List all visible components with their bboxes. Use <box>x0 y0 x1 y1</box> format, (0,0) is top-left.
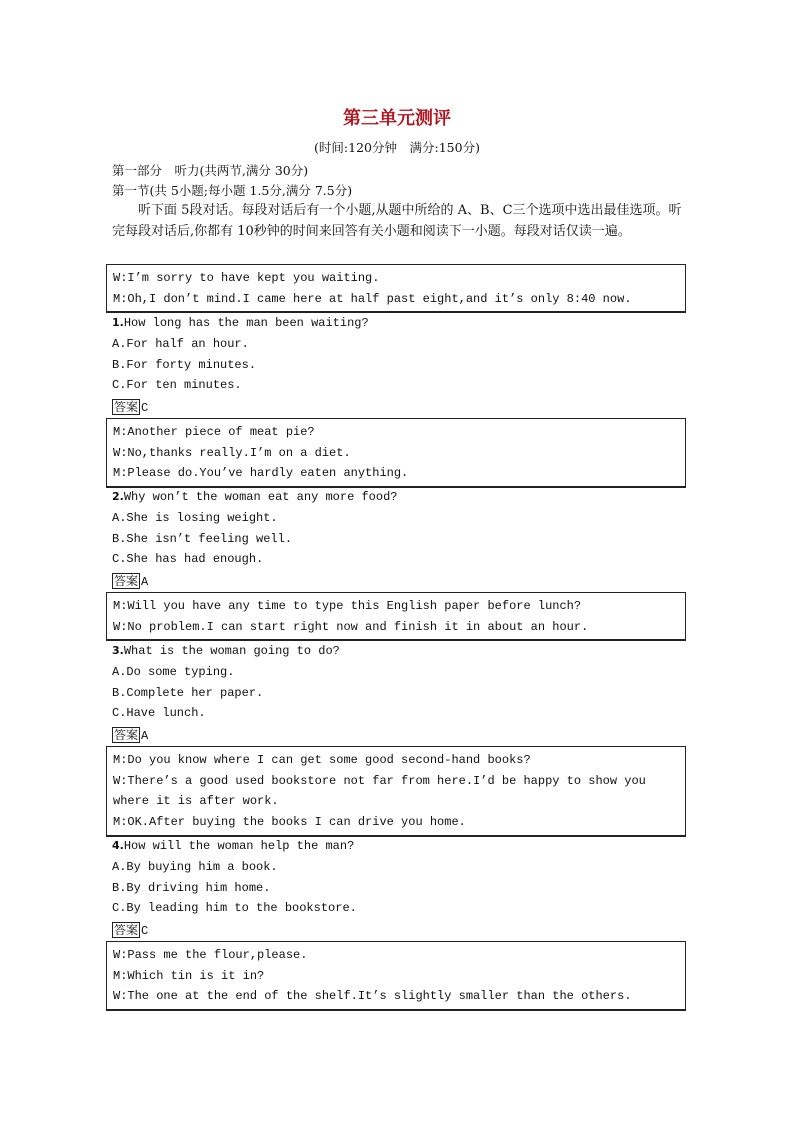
option: C.By leading him to the bookstore. <box>112 901 357 915</box>
dialogue-line: M:Please do.You’ve hardly eaten anything. <box>113 466 409 481</box>
dialogue-line: M:Which tin is it in? <box>113 968 265 983</box>
dialogue-box <box>106 264 686 313</box>
dialogue-line: W:There’s a good used bookstore not far from here.I’d be happy to show you where it is after work. <box>113 773 654 809</box>
dialogue-line: W:I’m sorry to have kept you waiting. <box>113 271 380 285</box>
answer-tag: 答案 <box>114 923 139 937</box>
option: A.By buying him a book. <box>112 860 278 874</box>
option: A.For half an hour. <box>112 337 249 351</box>
question-number: 4. <box>112 839 124 852</box>
exam-time-info: (时间:120分钟 满分:150分) <box>314 140 480 155</box>
option: B.Complete her paper. <box>112 686 264 700</box>
option: A.Do some typing. <box>112 665 235 679</box>
option: B.By driving him home. <box>112 881 271 895</box>
dialogue-line: W:No,thanks really.I’m on a diet. <box>113 445 351 460</box>
answer-tag: 答案 <box>114 728 139 742</box>
question-number: 2. <box>112 490 124 503</box>
dialogue-line: M:Another piece of meat pie? <box>113 425 315 439</box>
dialogue-box <box>106 418 686 488</box>
answer <box>112 398 148 415</box>
answer <box>112 921 148 938</box>
question-number: 1. <box>112 316 124 329</box>
answer <box>112 726 148 743</box>
question <box>112 316 369 330</box>
answer-value: C <box>141 924 149 938</box>
question-text: How long has the man been waiting? <box>123 316 369 330</box>
answer-tag: 答案 <box>114 400 139 414</box>
option: A.She is losing weight. <box>112 511 278 525</box>
question <box>112 490 398 504</box>
dialogue-line: M:Oh,I don’t mind.I came here at half past eight,and it’s only 8:40 now. <box>113 291 632 306</box>
part-heading: 第一部分 听力(共两节,满分 30分) <box>112 163 309 178</box>
dialogue-line: W:No problem.I can start right now and finish it in about an hour. <box>113 619 589 634</box>
option: B.For forty minutes. <box>112 358 257 372</box>
question-text: Why won’t the woman eat any more food? <box>123 490 398 504</box>
dialogue-box <box>106 746 686 837</box>
answer <box>112 572 148 589</box>
question-number: 3. <box>112 644 124 657</box>
option: C.For ten minutes. <box>112 378 242 392</box>
option: C.Have lunch. <box>112 706 206 720</box>
answer-value: A <box>141 575 149 589</box>
question-text: How will the woman help the man? <box>123 839 355 853</box>
question-text: What is the woman going to do? <box>123 644 340 658</box>
dialogue-box <box>106 941 686 1011</box>
dialogue-box <box>106 592 686 641</box>
answer-value: C <box>141 401 149 415</box>
option: C.She has had enough. <box>112 552 264 566</box>
question <box>112 644 340 658</box>
dialogue-line: W:The one at the end of the shelf.It’s slightly smaller than the others. <box>113 989 632 1004</box>
page-title: 第三单元测评 <box>343 108 451 129</box>
answer-value: A <box>141 729 149 743</box>
dialogue-line: M:OK.After buying the books I can drive you home. <box>113 815 466 830</box>
question <box>112 839 354 853</box>
dialogue-line: M:Do you know where I can get some good second-hand books? <box>113 753 531 767</box>
instructions: 听下面 5段对话。每段对话后有一个小题,从题中所给的 A、B、C三个选项中选出最佳选项。听完每段对话后,你都有 10秒钟的时间来回答有关小题和阅读下一小题。每段对话仅读一遍。 <box>112 203 682 239</box>
option: B.She isn’t feeling well. <box>112 532 293 546</box>
answer-tag: 答案 <box>114 574 139 588</box>
dialogue-line: W:Pass me the flour,please. <box>113 948 308 962</box>
dialogue-line: M:Will you have any time to type this English paper before lunch? <box>113 599 582 613</box>
section-heading: 第一节(共 5小题;每小题 1.5分,满分 7.5分) <box>112 183 353 198</box>
